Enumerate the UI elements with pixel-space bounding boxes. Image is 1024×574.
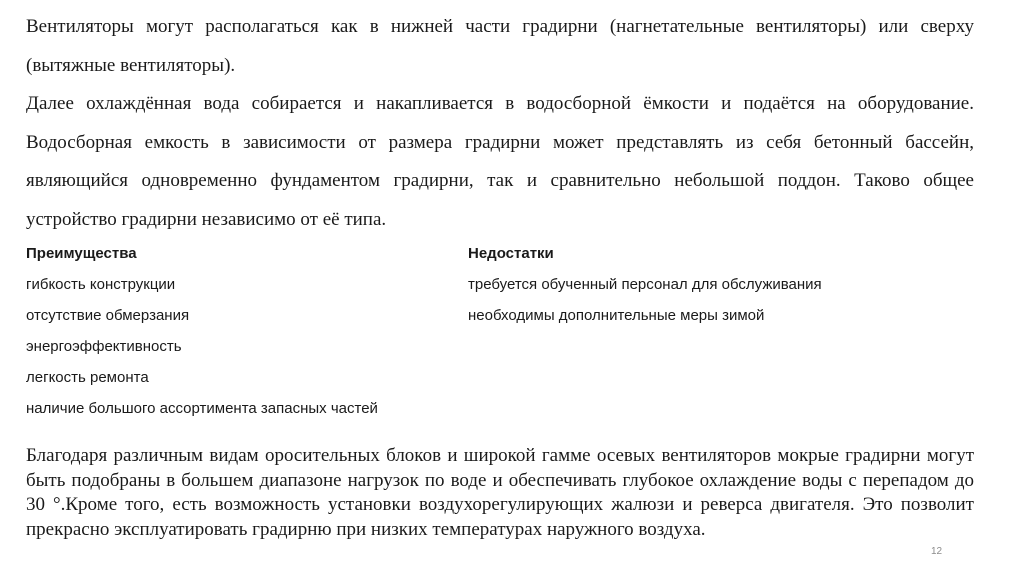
disadvantage-item: необходимы дополнительные меры зимой <box>468 307 765 324</box>
advantage-item: энергоэффективность <box>26 338 182 355</box>
paragraph-summary: Благодаря различным видам оросительных блоков и широкой гамме осевых вентиляторов мокрые градирни могут быть подобраны в большем диапазоне нагрузок по воде и обеспечивать глубокое охлаждение воды с перепадом до 30 °.Кроме того, есть возможность установки воздухорегулирующих жалюзи и реверса двигателя. Это позволит прекрасно эксплуатировать градирню при низких температурах наружного воздуха. <box>26 445 974 540</box>
disadvantages-column <box>468 243 968 336</box>
paragraph-fans: Вентиляторы могут располагаться как в нижней части градирни (нагнетательные вентиляторы) или сверху (вытяжные вентиляторы). <box>26 16 974 76</box>
advantages-column <box>26 243 466 429</box>
advantage-item: гибкость конструкции <box>26 276 176 293</box>
page-number: 12 <box>931 546 943 557</box>
advantages-header: Преимущества <box>26 245 137 262</box>
disadvantages-header: Недостатки <box>468 245 554 262</box>
disadvantage-item: требуется обученный персонал для обслуживания <box>468 276 822 293</box>
advantage-item: отсутствие обмерзания <box>26 307 190 324</box>
advantage-item: наличие большого ассортимента запасных частей <box>26 400 378 417</box>
paragraph-water-collection: Далее охлаждённая вода собирается и накапливается в водосборной ёмкости и подаётся на оборудование. Водосборная емкость в зависимости от размера градирни может представлять из себя бетонный бассейн, являющийся одновременно фундаментом градирни, так и сравнительно небольшой поддон. Таково общее устройство градирни независимо от её типа. <box>26 93 974 230</box>
advantage-item: легкость ремонта <box>26 369 149 386</box>
